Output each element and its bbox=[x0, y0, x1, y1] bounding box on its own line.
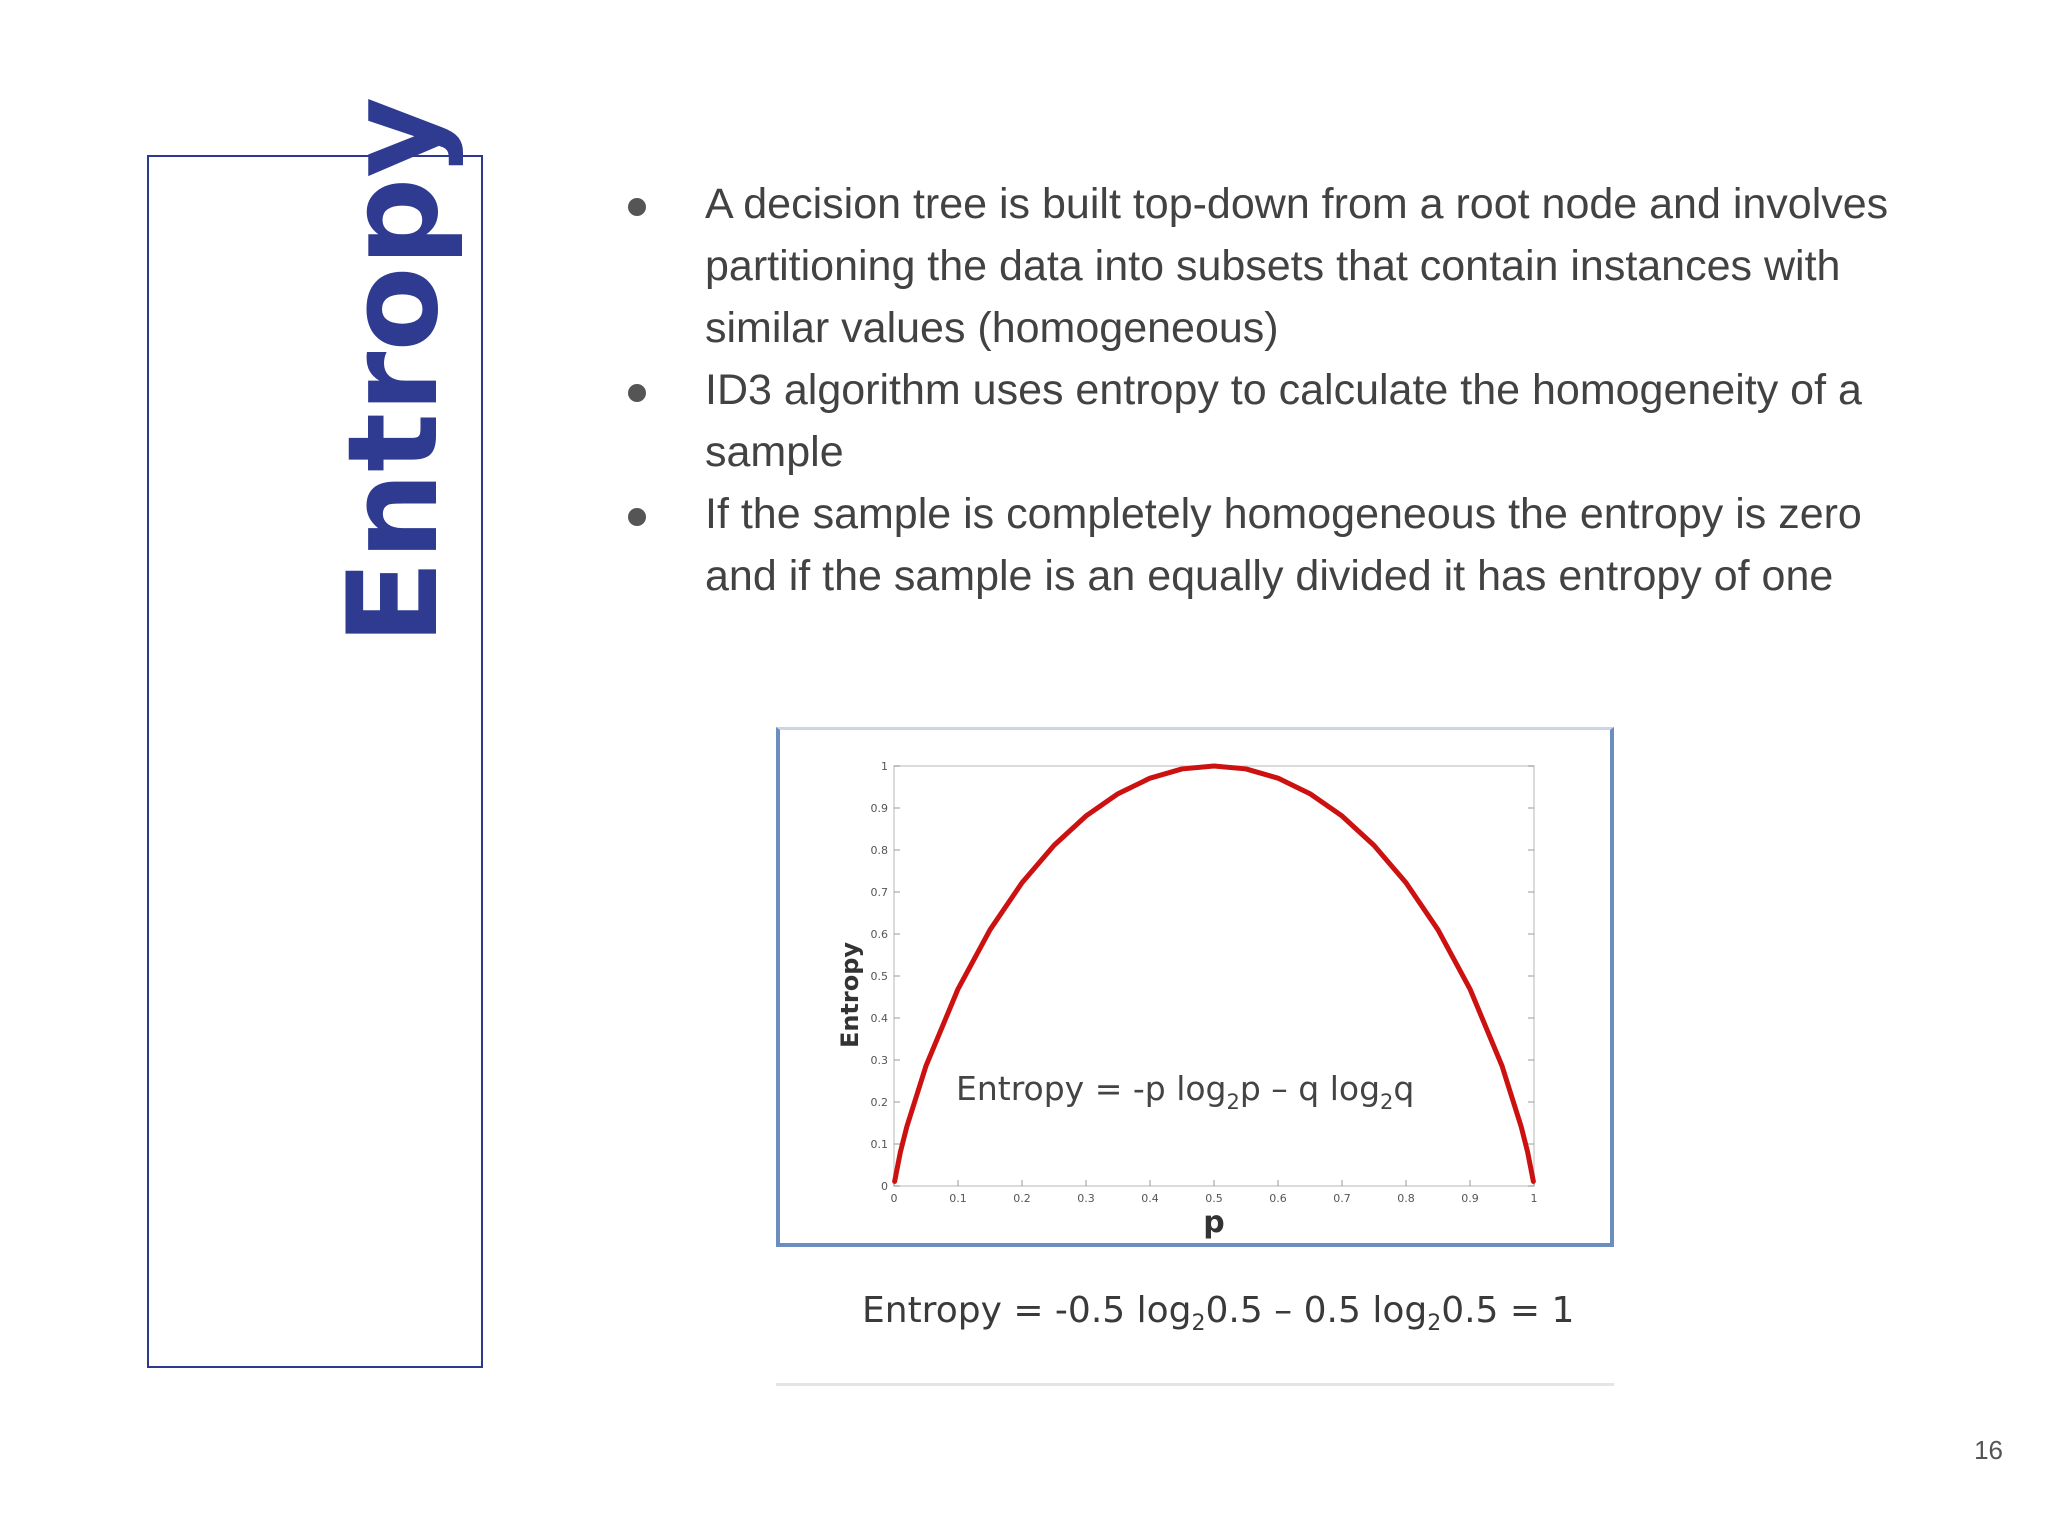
entropy-formula-annotation bbox=[956, 1069, 1414, 1114]
x-tick-label: 0.8 bbox=[1397, 1192, 1415, 1205]
equation-sub1: 2 bbox=[1191, 1311, 1206, 1337]
x-tick-label: 0.2 bbox=[1013, 1192, 1031, 1205]
bullet-text: If the sample is completely homogeneous the entropy is zero and if the sample is an equally divided it has entropy of one bbox=[705, 490, 1862, 600]
x-tick-label: 0.6 bbox=[1269, 1192, 1287, 1205]
y-axis-label: Entropy bbox=[836, 941, 864, 1049]
entropy-chart bbox=[780, 730, 1610, 1243]
equation-sub2: 2 bbox=[1427, 1311, 1442, 1337]
bullet-text: ID3 algorithm uses entropy to calculate the homogeneity of a sample bbox=[705, 366, 1862, 476]
x-tick-label: 0.9 bbox=[1461, 1192, 1479, 1205]
x-tick-label: 1 bbox=[1530, 1192, 1538, 1205]
x-tick-label: 0.4 bbox=[1141, 1192, 1159, 1205]
y-tick-label: 0.1 bbox=[870, 1138, 888, 1151]
y-tick-label: 0.4 bbox=[870, 1012, 888, 1025]
bullet-list bbox=[620, 173, 1890, 607]
y-tick-label: 1 bbox=[881, 760, 888, 773]
bullet-dot-icon bbox=[628, 198, 646, 216]
x-tick-label: 0 bbox=[890, 1192, 898, 1205]
y-tick-label: 0.9 bbox=[870, 802, 888, 815]
x-tick-label: 0.3 bbox=[1077, 1192, 1095, 1205]
formula-suffix: q bbox=[1393, 1069, 1415, 1108]
slide-title: Entropy bbox=[322, 96, 466, 645]
bullet-dot-icon bbox=[628, 384, 646, 402]
y-tick-label: 0.5 bbox=[870, 970, 888, 983]
x-tick-label: 0.1 bbox=[949, 1192, 967, 1205]
equation-part2: 0.5 – 0.5 log bbox=[1205, 1290, 1428, 1331]
formula-sub2: 2 bbox=[1380, 1090, 1394, 1114]
formula-sub1: 2 bbox=[1226, 1090, 1240, 1114]
y-tick-label: 0.8 bbox=[870, 844, 888, 857]
formula-middle: p – q log bbox=[1239, 1069, 1381, 1108]
bullet-item bbox=[620, 483, 1890, 607]
y-tick-label: 0.2 bbox=[870, 1096, 888, 1109]
divider-line bbox=[776, 1383, 1614, 1386]
page-number: 16 bbox=[1974, 1435, 2003, 1465]
bullet-item bbox=[620, 173, 1890, 359]
y-tick-label: 0.3 bbox=[870, 1054, 888, 1067]
y-tick-label: 0.7 bbox=[870, 886, 888, 899]
plot-area-frame bbox=[894, 766, 1534, 1186]
x-tick-label: 0.7 bbox=[1333, 1192, 1351, 1205]
x-axis-label: p bbox=[1203, 1205, 1225, 1240]
y-tick-label: 0.6 bbox=[870, 928, 888, 941]
formula-prefix: Entropy = -p log bbox=[956, 1069, 1227, 1108]
bullet-dot-icon bbox=[628, 508, 646, 526]
bullet-text: A decision tree is built top-down from a root node and involves partitioning the data into subsets that contain instances with similar values (homogeneous) bbox=[705, 180, 1889, 352]
bullet-item bbox=[620, 359, 1890, 483]
equation-part1: Entropy = -0.5 log bbox=[862, 1290, 1192, 1331]
worked-entropy-equation bbox=[862, 1290, 1574, 1336]
y-tick-label: 0 bbox=[881, 1180, 888, 1193]
equation-part3: 0.5 = 1 bbox=[1441, 1290, 1575, 1331]
entropy-chart-figure bbox=[776, 727, 1614, 1247]
x-tick-label: 0.5 bbox=[1205, 1192, 1223, 1205]
